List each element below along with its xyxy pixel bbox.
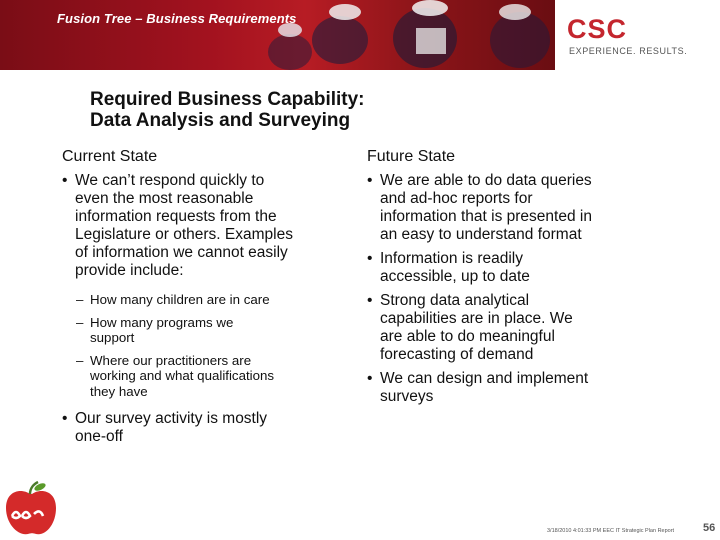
csc-logo: [555, 0, 720, 70]
text-line: surveys: [380, 388, 434, 405]
text-line: How many programs we: [90, 314, 234, 330]
sub-bullet-item: [62, 353, 352, 400]
heading-line-2: Data Analysis and Surveying: [90, 110, 351, 131]
text-line: they have: [90, 383, 148, 399]
bullet-item: [367, 292, 667, 364]
footer-text: 3/18/2010 4:01:33 PM EEC IT Strategic Plan Report: [547, 528, 675, 534]
text-line: How many children are in care: [90, 292, 270, 307]
text-line: We are able to do data queries: [380, 172, 592, 189]
text-line: capabilities are in place. We: [380, 310, 573, 327]
dash-icon: –: [76, 352, 84, 368]
text-line: even the most reasonable: [75, 190, 254, 207]
text-line: support: [90, 330, 135, 345]
bullet-item: [62, 172, 352, 280]
text-line: accessible, up to date: [380, 268, 530, 285]
current-state-title: Current State: [62, 148, 158, 165]
dash-icon: –: [76, 292, 84, 307]
slide-heading: [90, 89, 365, 131]
bullet-icon: •: [367, 292, 373, 309]
bullet-item: [367, 370, 667, 406]
bullet-item: [367, 250, 667, 286]
sub-bullet-item: [62, 292, 352, 308]
bullet-icon: •: [367, 370, 373, 387]
text-line: one-off: [75, 428, 123, 445]
heading-line-1: Required Business Capability:: [90, 89, 365, 110]
text-line: information requests from the: [75, 208, 277, 225]
bullet-item: [367, 172, 667, 244]
text-line: We can design and implement: [380, 370, 589, 387]
future-state-title: Future State: [367, 148, 456, 165]
text-line: Our survey activity is mostly: [75, 410, 268, 427]
csc-logo-text: CSC: [567, 14, 628, 44]
bullet-icon: •: [367, 250, 373, 267]
bullet-icon: •: [367, 172, 373, 189]
sub-bullet-item: [62, 315, 352, 346]
text-line: Legislature or others. Examples: [75, 226, 293, 243]
text-line: information that is presented in: [380, 208, 592, 225]
text-line: Information is readily: [380, 250, 524, 267]
csc-tagline: EXPERIENCE. RESULTS.: [569, 46, 688, 56]
text-line: of information we cannot easily: [75, 244, 288, 261]
eec-apple-logo-icon: [0, 480, 60, 540]
text-line: and ad-hoc reports for: [380, 190, 533, 207]
text-line: Where our practitioners are: [90, 352, 252, 368]
dash-icon: –: [76, 314, 84, 330]
bullet-icon: •: [62, 172, 68, 189]
text-line: forecasting of demand: [380, 346, 534, 363]
cyclists-photo: [0, 0, 555, 70]
page-number: 56: [703, 522, 716, 534]
text-line: working and what qualifications: [90, 368, 275, 383]
bullet-item: [62, 410, 352, 446]
current-state-column: [62, 148, 352, 452]
text-line: provide include:: [75, 262, 184, 279]
text-line: an easy to understand format: [380, 226, 582, 243]
banner-title: Fusion Tree – Business Requirements: [57, 11, 297, 26]
bullet-icon: •: [62, 410, 68, 427]
text-line: Strong data analytical: [380, 292, 530, 309]
text-line: are able to do meaningful: [380, 328, 555, 345]
text-line: We can’t respond quickly to: [75, 172, 265, 189]
header-banner: [0, 0, 720, 70]
future-state-column: [367, 148, 667, 412]
